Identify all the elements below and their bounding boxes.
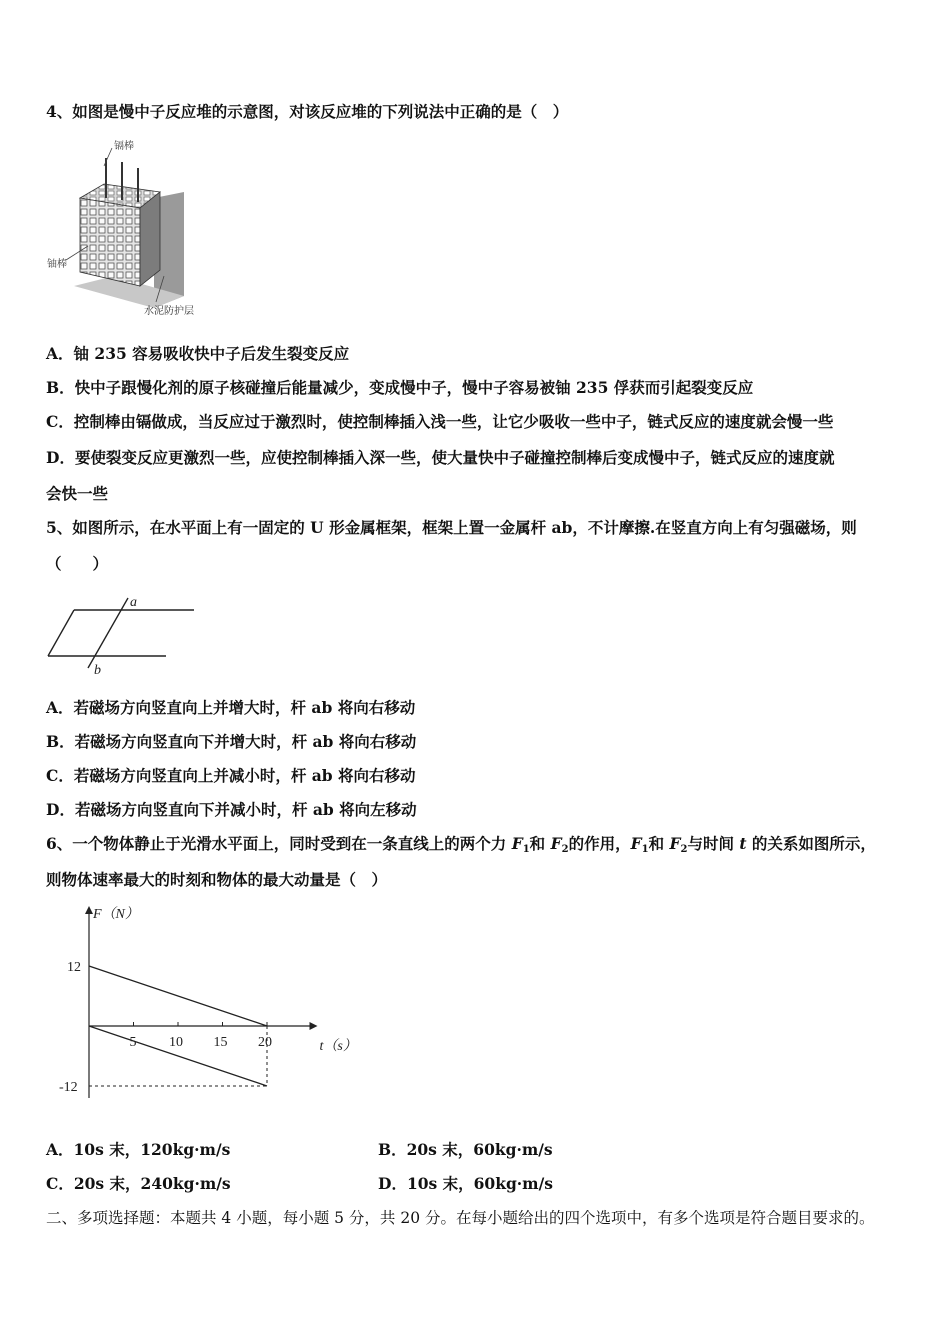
q5-option-d[interactable]: D．若磁场方向竖直向下并减小时，杆 ab 将向左移动	[46, 800, 417, 819]
q6-option-d[interactable]: D．10s 末，60kg·m/s	[378, 1174, 553, 1193]
q5-stem-bracket: （ ）	[46, 554, 109, 573]
x-tick-label: 20	[258, 1035, 272, 1050]
q6-stem: 6、一个物体静止于光滑水平面上，同时受到在一条直线上的两个力 $F_1$和 $F_2$的作用，$F_1$和 $F_2$与时间 t 的关系如图所示，	[46, 834, 876, 855]
reactor-figure	[44, 136, 214, 321]
y-tick-label: 12	[67, 960, 81, 975]
x-axis-label: t（s）	[319, 1039, 357, 1054]
u-frame-figure	[44, 592, 204, 678]
x-tick-label: 15	[213, 1035, 228, 1050]
q4-option-d-continued: 会快一些	[46, 484, 109, 503]
force-time-chart	[40, 898, 357, 1118]
y-axis-arrow	[85, 906, 93, 914]
series-line-f1	[89, 966, 267, 1026]
x-axis-arrow	[310, 1022, 318, 1030]
y-axis-label: F（N）	[93, 907, 139, 922]
q6-option-a[interactable]: A．10s 末，120kg·m/s	[46, 1140, 231, 1159]
frame-rail-left	[48, 610, 74, 656]
label-concrete-shield: 水泥防护层	[144, 306, 194, 317]
q6-option-c[interactable]: C．20s 末，240kg·m/s	[46, 1174, 231, 1193]
q4-option-b[interactable]: B．快中子跟慢化剂的原子核碰撞后能量减少，变成慢中子，慢中子容易被铀 235 俘获而引起裂变反应	[46, 378, 754, 397]
section2-heading: 二、多项选择题：本题共 4 小题，每小题 5 分，共 20 分。在每小题给出的四个选项中，有多个选项是符合题目要求的。	[46, 1209, 875, 1227]
label-control-rod: 镉棒	[114, 141, 134, 152]
q5-option-c[interactable]: C．若磁场方向竖直向上并减小时，杆 ab 将向右移动	[46, 766, 416, 785]
label-uranium-rod: 铀棒	[47, 259, 67, 270]
x-tick-label: 5	[129, 1035, 137, 1050]
q4-stem: 4、如图是慢中子反应堆的示意图，对该反应堆的下列说法中正确的是（ ）	[46, 102, 569, 121]
q6-stem-continued: 则物体速率最大的时刻和物体的最大动量是（ ）	[46, 870, 388, 889]
q5-option-a[interactable]: A．若磁场方向竖直向上并增大时，杆 ab 将向右移动	[46, 698, 416, 717]
q5-option-b[interactable]: B．若磁场方向竖直向下并增大时，杆 ab 将向右移动	[46, 732, 417, 751]
q5-stem: 5、如图所示，在水平面上有一固定的 U 形金属框架，框架上置一金属杆 ab，不计摩擦.在竖直方向上有匀强磁场，则	[46, 518, 857, 537]
label-b: b	[94, 663, 101, 678]
q6-option-b[interactable]: B．20s 末，60kg·m/s	[378, 1140, 553, 1159]
x-tick-label: 10	[169, 1035, 183, 1050]
q4-option-c[interactable]: C．控制棒由镉做成，当反应过于激烈时，使控制棒插入浅一些，让它少吸收一些中子，链式反应的速度就会慢一些	[46, 412, 834, 431]
y-tick-label: -12	[59, 1080, 78, 1095]
q4-option-d[interactable]: D．要使裂变反应更激烈一些，应使控制棒插入深一些，使大量快中子碰撞控制棒后变成慢中子，链式反应的速度就	[46, 448, 835, 467]
q4-option-a[interactable]: A．铀 235 容易吸收快中子后发生裂变反应	[46, 344, 350, 363]
rod-ab	[88, 598, 128, 668]
label-a: a	[130, 595, 137, 610]
reactor-core-front	[80, 198, 140, 286]
